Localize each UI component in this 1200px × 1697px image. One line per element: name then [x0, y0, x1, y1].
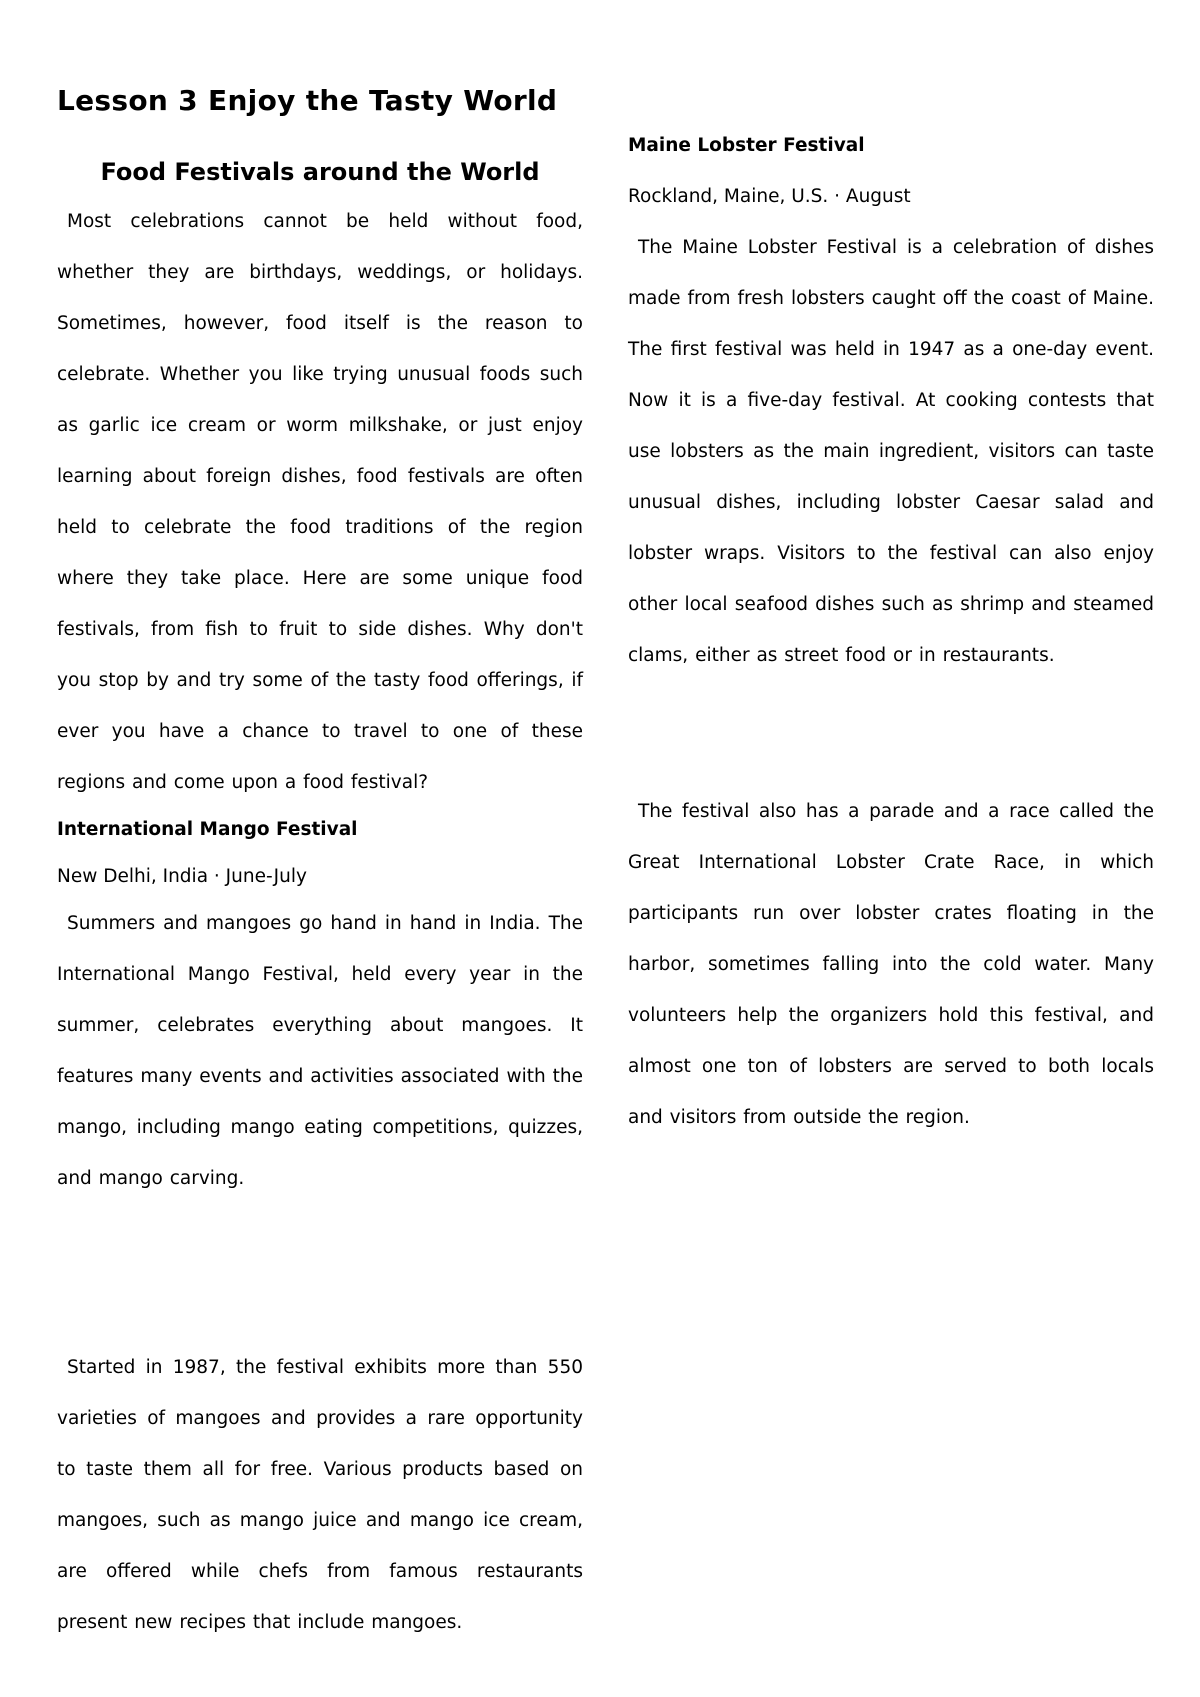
intro-paragraph: Most celebrations cannot be held without food, whether they are birthdays, weddings, or holidays. Sometimes, however, food itself is the reason to celebrate. Whether you like trying unusual foods such as garlic ice cream or worm milkshake, or just enjoy learning about foreign dishes, food festivals are often held to celebrate the food traditions of the region where they take place. Here are some unique food festivals, from fish to fruit to side dishes. Why don't you stop by and try some of the tasty food offerings, if ever you have a chance to travel to one of these regions and come upon a food festival?	[57, 211, 583, 793]
lobster-festival-title: Maine Lobster Festival	[628, 135, 865, 156]
lobster-paragraph-1: The Maine Lobster Festival is a celebration of dishes made from fresh lobsters caught off the coast of Maine. The first festival was held in 1947 as a one-day event. Now it is a five-day festival. At cooking contests that use lobsters as the main ingredient, visitors can taste unusual dishes, including lobster Caesar salad and lobster wraps. Visitors to the festival can also enjoy other local seafood dishes such as shrimp and steamed clams, either as street food or in restaurants.	[628, 237, 1154, 666]
article-title: Food Festivals around the World	[100, 158, 540, 186]
mango-festival-location-date: New Delhi, India · June-July	[57, 866, 307, 887]
lobster-festival-location-date: Rockland, Maine, U.S. · August	[628, 186, 911, 207]
mango-paragraph-1: Summers and mangoes go hand in hand in India. The International Mango Festival, held every year in the summer, celebrates everything about mangoes. It features many events and activities associated with the mango, including mango eating competitions, quizzes, and mango carving.	[57, 913, 583, 1189]
mango-paragraph-2: Started in 1987, the festival exhibits more than 550 varieties of mangoes and provides a rare opportunity to taste them all for free. Various products based on mangoes, such as mango juice and mango ice cream, are offered while chefs from famous restaurants present new recipes that include mangoes.	[57, 1357, 583, 1633]
mango-festival-title: International Mango Festival	[57, 819, 358, 840]
lobster-paragraph-2: The festival also has a parade and a race called the Great International Lobster Crate Race, in which participants run over lobster crates floating in the harbor, sometimes falling into the cold water. Many volunteers help the organizers hold this festival, and almost one ton of lobsters are served to both locals and visitors from outside the region.	[628, 801, 1154, 1128]
lesson-title: Lesson 3 Enjoy the Tasty World	[57, 84, 558, 117]
